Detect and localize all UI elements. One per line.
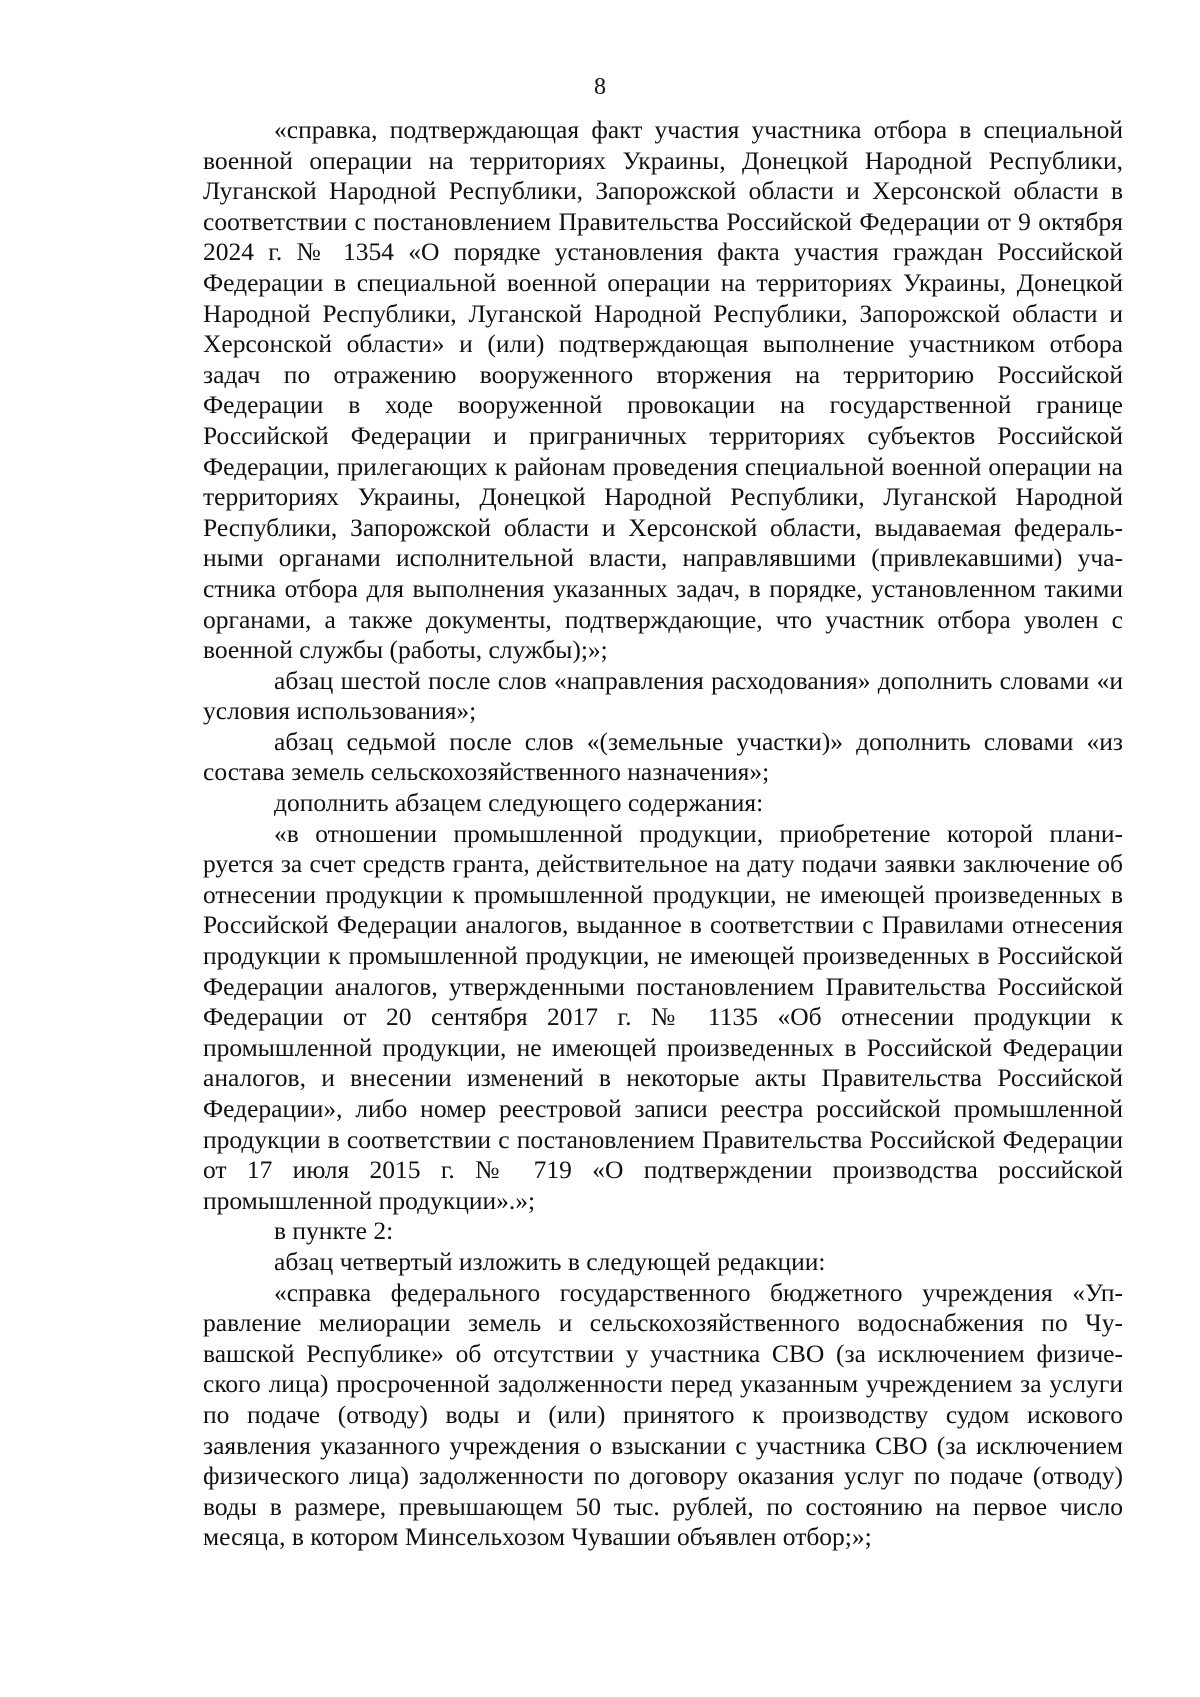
page-number: 8	[594, 74, 606, 100]
paragraph-melioration-certificate: «справка федерального государственного бюджетного учреждения «Управление мелиорации земель и сельскохозяйственного водоснабжения по Чувашской Республике» об отсутствии у участника СВО (за исключением физического лица) просроченной задолженности перед указанным учреждением за услуги по подаче (отводу) воды и (или) принятого к производству судом искового заявления указанного учреждения о взыскании с участника СВО (за исключением физического лица) задолженности по договору оказания услуг по подаче (отводу) воды в размере, превышающем 50 тыс. рублей, по состоянию на первое число месяца, в котором Минсельхозом Чувашии объявлен отбор;»;	[203, 1277, 1123, 1552]
paragraph-certificate-svo-participation: «справка, подтверждающая факт участия участника отбора в специальной военной операции на территориях Украины, Донецкой Народной Республики, Луганской Народной Республики, Запорожской области и Херсонской области в соответствии с постановлением Правительства Российской Федерации от 9 октября 2024 г. № 1354 «О порядке установления факта участия граждан Российской Федерации в специальной военной операции на территориях Украины, Донецкой Народной Республики, Луганской Народной Республики, Запорожской области и Херсонской области» и (или) подтверждающая выполнение участником отбора задач по отражению вооруженного вторжения на территорию Российской Федерации в ходе вооруженной провокации на государственной границе Российской Федерации и приграничных территориях субъектов Российской Федерации, прилегающих к районам проведения специальной военной операции на территориях Украины, Донецкой Народной Республики, Луганской Народной Республики, Запорожской области и Херсонской области, выдаваемая федеральными органами исполнительной власти, направлявшими (привлекавшими) участника отбора для выполнения указанных задач, в порядке, установленном такими органами, а также документы, подтверждающие, что участник отбора уволен с военной службы (работы, службы);»;	[203, 115, 1123, 665]
paragraph-fourth-abzac-intro: абзац четвертый изложить в следующей редакции:	[274, 1246, 826, 1276]
paragraph-seventh-abzac-amendment: абзац седьмой после слов «(земельные участки)» дополнить словами «из состава земель сельскохозяйственного назначения»;	[203, 726, 1123, 787]
paragraph-sixth-abzac-amendment: абзац шестой после слов «направления расходования» дополнить словами «и условия использования»;	[203, 665, 1123, 726]
paragraph-point-2: в пункте 2:	[274, 1216, 394, 1246]
paragraph-industrial-products: «в отношении промышленной продукции, приобретение которой планируется за счет средств гранта, действительное на дату подачи заявки заключение об отнесении продукции к промышленной продукции, не имеющей произведенных в Российской Федерации аналогов, выданное в соответствии с Правилами отнесения продукции к промышленной продукции, не имеющей произведенных в Российской Федерации аналогов, утвержденными постановлением Правительства Российской Федерации от 20 сентября 2017 г. № 1135 «Об отнесении продукции к промышленной продукции, не имеющей произведенных в Российской Федерации аналогов, и внесении изменений в некоторые акты Правительства Российской Федерации», либо номер реестровой записи реестра российской промышленной продукции в соответствии с постановлением Правительства Российской Федерации от 17 июля 2015 г. № 719 «О подтверждении производства российской промышленной продукции».»;	[203, 818, 1123, 1215]
paragraph-add-abzac-intro: дополнить абзацем следующего содержания:	[274, 788, 764, 818]
document-body	[203, 115, 1123, 1553]
